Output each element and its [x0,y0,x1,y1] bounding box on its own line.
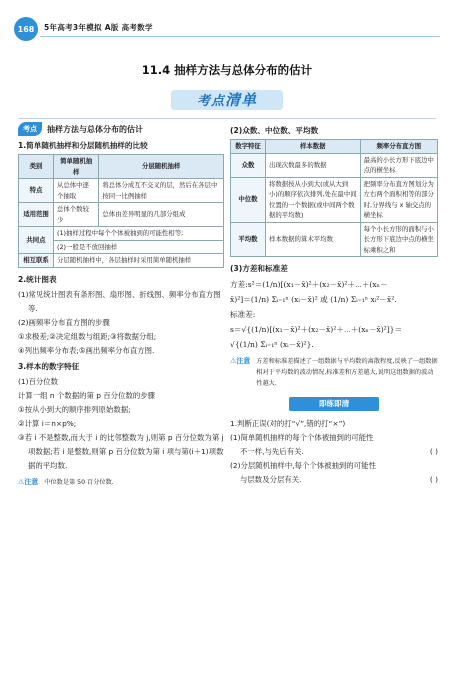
question-line: (1)简单随机抽样的每个个体被抽到的可能性 [230,433,374,442]
question-line [230,445,438,459]
s3-line: ③若 i 不是整数,而大于 i 的比邻整数为 j,则第 p 百分位数为第 j 项数据;若 i 是整数,则第 p 百分位数为第 i 项与第(i＋1)项数据的平均数. [18,432,224,470]
banner-prefix: 考点 [196,94,225,109]
r-heading: (3)方差和标准差 [230,264,288,273]
note-block [18,477,224,488]
answer-paren: ( ) [429,447,438,456]
s3-heading: 3.样本的数字特征 [18,361,80,371]
left-column [18,122,224,488]
kaodian-qingdan-banner [171,87,283,113]
table-row [19,227,224,241]
row-label: 平均数 [231,222,266,257]
book-title: 5年高考3年模拟 A版 高考数学 [44,23,153,32]
th-histogram: 频率分布直方图 [360,140,437,154]
question-text: 不一样,与先后有关. [240,447,304,456]
note-text: 中位数是第 50 百分位数. [44,478,114,486]
th-stratified: 分层随机抽样 [99,155,224,179]
row-label: 众数 [231,153,266,177]
variance-line: x̄)²]＝(1/n) Σᵢ₌₁ⁿ (xᵢ－x̄)² 或 (1/n) Σᵢ₌₁ⁿ xᵢ²－x̄². [230,295,397,304]
s2-line: ④列出频率分布表;⑤画出频率分布直方图. [18,345,155,355]
cell: 出现次数最多的数据 [266,153,361,177]
table-row [231,222,438,257]
banner-text [171,90,283,110]
variance-label: 方差: [230,280,248,289]
table-header-row [19,155,224,179]
s2-line: (1)常见统计图表有条形图、扇形图、折线图、频率分布直方图等. [18,289,221,313]
th-simple: 简单随机抽样 [54,155,99,179]
page-number: 168 [14,17,38,41]
s3-line: 计算一组 n 个数据的第 p 百分位数的步骤 [18,390,156,400]
sampling-comparison-table [18,154,224,268]
cell: 将总体分成互不交叉的层，然后在各层中按同一比例抽样 [99,179,224,203]
cell: 样本数据的算术平均数 [266,222,361,257]
note-text: 方差和标准差描述了一组数据与平均数的离散程度,反映了一组数据相对于平均数的波动情况,标准差和方差越大,说明这组数据的波动性越大. [256,358,438,387]
cell: 最高的小长方形下底边中点的横坐标 [360,153,437,177]
s3-line: ②计算 i＝n×p%; [18,418,77,428]
question-text: 与层数及分层有关. [240,475,302,484]
std-line: √{(1/n) Σᵢ₌₁ⁿ (xᵢ－x̄)²}. [230,340,314,349]
page-header [0,0,454,42]
cell: (2)一般是不放回抽样 [54,240,224,254]
question-line [230,473,438,487]
variance-formula [230,277,438,307]
table-row [19,179,224,203]
r-heading: (2)众数、中位数、平均数 [230,126,319,135]
kaodian-tag: 考点 [18,122,42,136]
question-line: (2)分层随机抽样中,每个个体被抽到的可能性 [230,461,376,470]
statistics-table [230,139,438,257]
s2-line: ①求极差;②决定组数与组距;③将数据分组; [18,331,157,341]
table-header-row [231,140,438,154]
row-label: 相互联系 [19,254,54,268]
std-label: 标准差: [230,310,256,319]
variance-line: s²＝(1/n)[(x₁－x̄)²＋(x₂－x̄)²＋⋯＋(xₙ－ [247,280,388,289]
section-title: 11.4 抽样方法与总体分布的估计 [141,63,313,77]
answer-paren: ( ) [429,475,438,484]
th-category: 类别 [19,155,54,179]
right-column [230,122,438,487]
s1-heading: 1.简单随机抽样和分层随机抽样的比较 [18,141,148,150]
cell: 将数据按从小到大(或从大到小)的顺序依次排列,处在最中间位置的一个数据(或中间两个数据的平均数) [266,177,361,222]
row-label: 特点 [19,179,54,203]
table-row [19,254,224,268]
row-label: 中位数 [231,177,266,222]
th-feature: 数字特征 [231,140,266,154]
cell: 把频率分布直方图划分为左右两个面积相等的部分时,分界线与 x 轴交点的横坐标 [360,177,437,222]
warning-icon: ⚠注意 [230,357,251,365]
cell: 总体个数较少 [54,203,99,227]
table-row [231,153,438,177]
row-label: 共同点 [19,227,54,254]
cell: 总体由差异明显的几部分组成 [99,203,224,227]
cell: 每个小长方形的面积与小长方形下底边中点的横坐标乘积之和 [360,222,437,257]
s2-line: (2)画频率分布直方图的步骤 [18,317,110,327]
cell: (1)抽样过程中每个个体被抽到的可能性相等; [54,227,224,241]
table-row [231,177,438,222]
kaodian-title: 抽样方法与总体分布的估计 [47,124,143,134]
note-block [230,356,438,389]
row-label: 适用范围 [19,203,54,227]
s3-line: ①按从小到大的顺序排列原始数据; [18,404,131,414]
cell: 从总体中逐个抽取 [54,179,99,203]
banner-emph: 清单 [225,91,258,109]
quick-practice-banner: 即练即清 [289,397,379,411]
banner-divider [18,118,436,119]
std-formula [230,322,438,352]
std-line: s＝√{(1/n)[(x₁－x̄)²＋(x₂－x̄)²＋⋯＋(xₙ－x̄)²]}＝ [230,325,403,334]
th-sample: 样本数据 [266,140,361,154]
question-heading: 1.判断正误(对的打“√”,错的打“×”) [230,419,346,428]
knowledge-point-heading [18,122,224,136]
s3-line: (1)百分位数 [18,376,59,386]
s2-heading: 2.统计图表 [18,274,57,284]
header-rule [40,36,440,37]
warning-icon: ⚠注意 [18,477,39,486]
cell: 分层随机抽样中，各层抽样时采用简单随机抽样 [54,254,224,268]
table-row [19,203,224,227]
